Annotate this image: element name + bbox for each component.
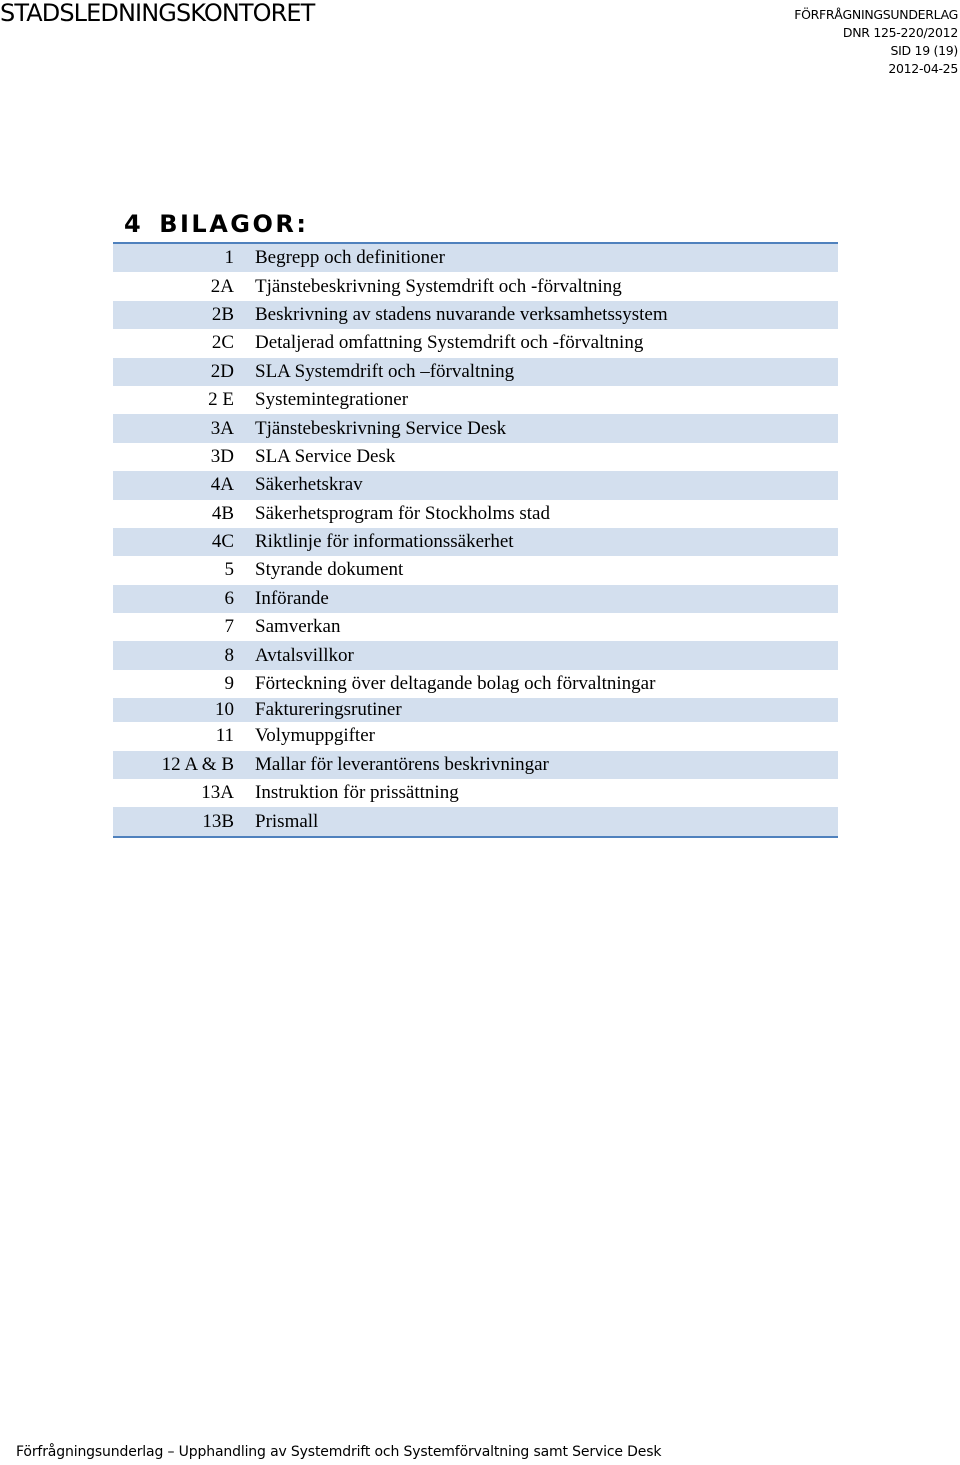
annex-code: 2D — [210, 360, 234, 382]
annex-code: 2 E — [208, 389, 234, 411]
table-row — [113, 585, 838, 613]
annex-code: 2A — [210, 275, 234, 297]
table-row — [113, 471, 838, 499]
annex-title: Detaljerad omfattning Systemdrift och -förvaltning — [255, 332, 644, 354]
table-row — [113, 272, 838, 300]
table-row — [113, 500, 838, 528]
annex-code: 9 — [224, 673, 234, 695]
organization-name: STADSLEDNINGSKONTORET — [0, 0, 315, 27]
page-number: SID 19 (19) — [890, 43, 958, 58]
table-row — [113, 528, 838, 556]
annex-title: Förteckning över deltagande bolag och förvaltningar — [255, 673, 656, 695]
document-type: FÖRFRÅGNINGSUNDERLAG — [794, 7, 958, 22]
annex-code: 2C — [211, 332, 234, 354]
document-number: DNR 125-220/2012 — [842, 25, 958, 40]
annex-code: 3A — [210, 417, 234, 439]
page-footer: Förfrågningsunderlag – Upphandling av Systemdrift och Systemförvaltning samt Service Desk — [16, 1444, 662, 1460]
table-row — [113, 386, 838, 414]
annex-title: Instruktion för prissättning — [255, 782, 459, 804]
table-row — [113, 358, 838, 386]
annex-title: Avtalsvillkor — [255, 644, 354, 666]
table-row — [113, 722, 838, 750]
table-row — [113, 698, 838, 722]
annex-table — [113, 242, 838, 838]
annex-code: 4A — [210, 474, 234, 496]
annex-title: Införande — [255, 587, 329, 609]
annex-title: SLA Service Desk — [255, 445, 396, 467]
annex-code: 4B — [211, 502, 234, 524]
annex-code: 3D — [210, 445, 234, 467]
annex-code: 8 — [224, 644, 234, 666]
annex-code: 1 — [224, 247, 234, 269]
annex-code: 13A — [201, 782, 234, 804]
table-row — [113, 751, 838, 779]
document-date: 2012-04-25 — [888, 61, 958, 76]
annex-title: Tjänstebeskrivning Service Desk — [255, 417, 507, 439]
annex-title: Begrepp och definitioner — [255, 247, 445, 269]
annex-title: SLA Systemdrift och –förvaltning — [255, 360, 515, 382]
annex-code: 10 — [215, 699, 234, 721]
document-meta — [794, 6, 958, 78]
annex-title: Mallar för leverantörens beskrivningar — [255, 753, 549, 775]
table-row — [113, 670, 838, 698]
table-row — [113, 641, 838, 669]
annex-title: Säkerhetsprogram för Stockholms stad — [255, 502, 550, 524]
annex-code: 12 A & B — [161, 753, 234, 775]
annex-title: Beskrivning av stadens nuvarande verksamhetssystem — [255, 303, 668, 325]
annex-title: Prismall — [255, 810, 319, 832]
section-number: 4 — [124, 210, 144, 238]
annex-code: 5 — [224, 559, 234, 581]
annex-title: Faktureringsrutiner — [255, 699, 402, 721]
annex-title: Samverkan — [255, 616, 341, 638]
annex-title: Volymuppgifter — [255, 725, 375, 747]
annex-title: Riktlinje för informationssäkerhet — [255, 531, 514, 553]
annex-code: 4C — [211, 531, 234, 553]
table-row — [113, 414, 838, 442]
table-row — [113, 779, 838, 807]
table-row — [113, 329, 838, 357]
table-row — [113, 443, 838, 471]
section-heading — [124, 210, 308, 238]
table-row — [113, 613, 838, 641]
annex-code: 11 — [215, 725, 234, 747]
table-row — [113, 244, 838, 272]
annex-code: 6 — [224, 587, 234, 609]
annex-title: Tjänstebeskrivning Systemdrift och -förvaltning — [255, 275, 622, 297]
table-row — [113, 807, 838, 835]
annex-code: 2B — [211, 303, 234, 325]
annex-code: 13B — [202, 810, 234, 832]
section-title: BILAGOR: — [159, 210, 309, 238]
annex-title: Systemintegrationer — [255, 389, 409, 411]
annex-code: 7 — [224, 616, 234, 638]
table-row — [113, 301, 838, 329]
annex-title: Styrande dokument — [255, 559, 404, 581]
annex-title: Säkerhetskrav — [255, 474, 363, 496]
table-row — [113, 556, 838, 584]
